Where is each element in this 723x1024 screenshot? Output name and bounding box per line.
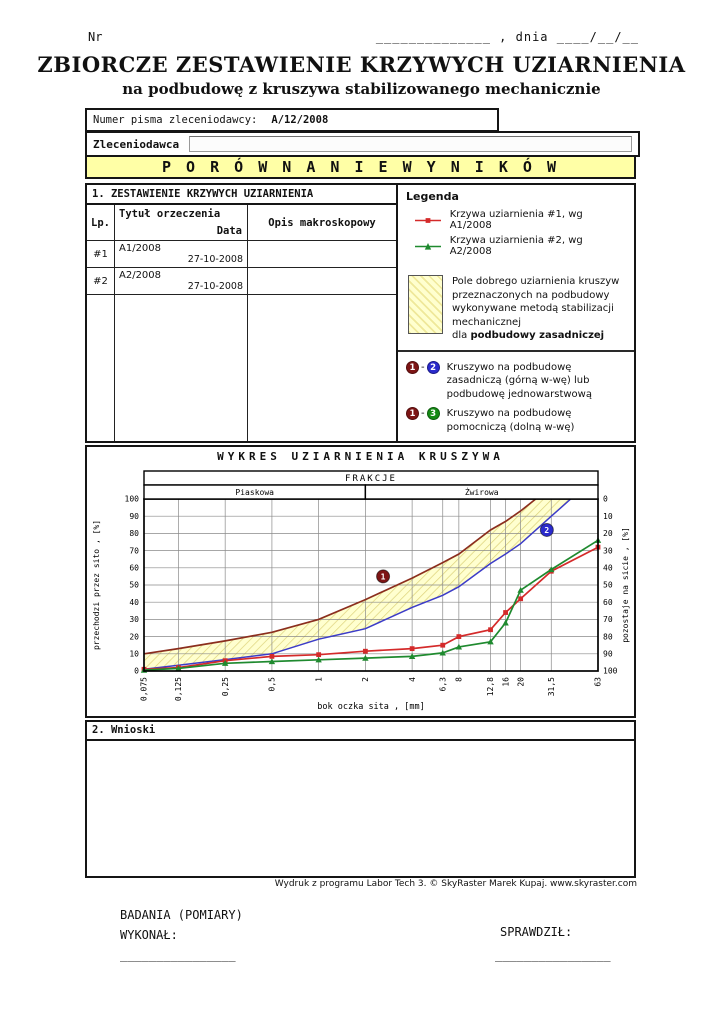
row1-lp: #1 [87, 241, 115, 268]
svg-text:80: 80 [129, 529, 139, 539]
svg-text:0,075: 0,075 [139, 677, 149, 702]
row2-title-cell [115, 268, 248, 295]
badge-1-icon: 1 [406, 407, 419, 420]
hatched-field-swatch [408, 275, 443, 334]
grain-size-chart [87, 463, 634, 713]
svg-text:80: 80 [603, 632, 613, 642]
row2-date: 27-10-2008 [187, 281, 243, 292]
order-number-box [85, 108, 499, 132]
svg-text:6,3: 6,3 [438, 677, 448, 692]
empty-row-title [115, 295, 248, 441]
row1-desc [248, 241, 396, 268]
svg-text:100: 100 [124, 494, 139, 504]
col-header-desc: Opis makroskopowy [248, 205, 396, 241]
svg-text:1: 1 [380, 572, 386, 582]
badge-dash: - [421, 361, 425, 373]
svg-text:60: 60 [129, 563, 139, 573]
svg-text:2: 2 [544, 525, 550, 535]
range-note-1-badges [406, 361, 440, 374]
svg-text:90: 90 [603, 649, 613, 659]
badge-3-icon: 3 [427, 407, 440, 420]
badge-2-icon: 2 [427, 361, 440, 374]
legend-entry-2 [414, 235, 626, 257]
svg-text:90: 90 [129, 511, 139, 521]
row2-desc [248, 268, 396, 295]
performed-by-block [120, 905, 243, 945]
range-note-1 [406, 361, 626, 402]
svg-text:100: 100 [603, 666, 618, 676]
good-grading-text-bold: podbudowy zasadniczej [470, 330, 605, 341]
svg-text:30: 30 [603, 546, 613, 556]
range-note-2-text: Kruszywo na podbudowę pomocniczą (dolną w-wę) [446, 408, 575, 433]
good-grading-text [452, 275, 626, 343]
svg-text:8: 8 [454, 677, 464, 682]
section-conclusions [85, 720, 636, 878]
row2-title: A2/2008 [119, 270, 162, 281]
svg-text:63: 63 [593, 677, 603, 687]
legend-entry-2-label: Krzywa uziarnienia #2, wg A2/2008 [449, 235, 583, 257]
section1-heading: 1. ZESTAWIENIE KRZYWYCH UZIARNIENIA [87, 185, 396, 205]
legend-heading: Legenda [406, 190, 459, 203]
page-title: ZBIORCZE ZESTAWIENIE KRZYWYCH UZIARNIENIA [37, 52, 686, 77]
svg-text:0: 0 [134, 666, 139, 676]
row1-date: 27-10-2008 [187, 254, 243, 265]
row2-lp: #2 [87, 268, 115, 295]
svg-text:20: 20 [129, 632, 139, 642]
svg-text:0,125: 0,125 [174, 677, 184, 702]
row1-title-cell [115, 241, 248, 268]
col-header-title [115, 205, 248, 241]
legend-panel [398, 185, 634, 441]
svg-text:31,5: 31,5 [546, 677, 556, 697]
svg-text:2: 2 [361, 677, 371, 682]
svg-text:0,25: 0,25 [220, 677, 230, 697]
client-box [85, 131, 640, 157]
program-credit: Wydruk z programu Labor Tech 3. © SkyRaster Marek Kupaj. www.skyraster.com [274, 879, 637, 889]
svg-text:FRAKCJE: FRAKCJE [345, 474, 397, 484]
range-note-1-text: Kruszywo na podbudowę zasadniczą (górną w-wę) lub podbudowę jednowarstwową [446, 361, 592, 400]
order-number-label: Numer pisma zleceniodawcy: [93, 114, 258, 126]
series-1-line-icon [414, 216, 442, 225]
svg-text:50: 50 [129, 580, 139, 590]
client-label: Zleceniodawca [93, 137, 180, 151]
curves-grid [87, 205, 396, 441]
comparison-banner: P O R Ó W N A N I E W Y N I K Ó W [85, 155, 636, 179]
nr-label: Nr [88, 30, 103, 44]
good-grading-note [408, 275, 626, 343]
svg-text:40: 40 [129, 597, 139, 607]
good-grading-text-prefix: dla [452, 330, 471, 341]
svg-text:50: 50 [603, 580, 613, 590]
svg-text:1: 1 [314, 677, 324, 682]
checked-by-label: SPRAWDZIŁ: [500, 925, 573, 939]
empty-row-lp [87, 295, 115, 441]
svg-text:Piaskowa: Piaskowa [235, 488, 274, 497]
range-note-2 [406, 407, 626, 434]
conclusions-empty-area [87, 741, 634, 876]
svg-text:0,5: 0,5 [267, 677, 277, 692]
client-input[interactable] [189, 136, 632, 152]
chart-title: WYKRES UZIARNIENIA KRUSZYWA [217, 450, 504, 463]
svg-text:40: 40 [603, 563, 613, 573]
svg-text:20: 20 [516, 677, 526, 687]
grain-size-chart-section [85, 445, 636, 718]
x-axis-labels [140, 677, 603, 701]
y-axis-title-left: przechodzi przez sito , [%] [92, 519, 101, 651]
frakcje-header [144, 471, 598, 499]
performed-by-line1: BADANIA (POMIARY) [120, 908, 243, 922]
svg-text:16: 16 [501, 677, 511, 687]
legend-entry-1-label: Krzywa uziarnienia #1, wg A1/2008 [449, 209, 583, 231]
place-date-line: ______________ , dnia ____/__/__ [375, 30, 639, 44]
svg-text:10: 10 [603, 511, 613, 521]
legend-entry-1 [414, 209, 626, 231]
svg-text:20: 20 [603, 529, 613, 539]
svg-text:4: 4 [407, 677, 417, 682]
svg-text:12,8: 12,8 [486, 677, 496, 697]
curves-table [87, 185, 398, 441]
performed-by-line2: WYKONAŁ: [120, 928, 178, 942]
col-header-title-label: Tytuł orzeczenia [119, 208, 221, 220]
chart-wrap [87, 463, 634, 713]
series-2-line-icon [414, 242, 442, 251]
curve-badge-2 [540, 523, 553, 536]
section-curves-list [85, 183, 636, 443]
empty-row-desc [248, 295, 396, 441]
good-grading-text-main: Pole dobrego uziarnienia kruszyw przeznaczonych na podbudowy wykonywane metodą stabilizacji mechanicznej [452, 276, 620, 328]
col-header-date-label: Data [216, 225, 242, 237]
curve-badge-1 [377, 570, 390, 583]
section2-heading: 2. Wnioski [87, 722, 634, 741]
performed-by-signature-line: ________________ [120, 948, 236, 962]
badge-1-icon: 1 [406, 361, 419, 374]
col-header-lp: Lp. [87, 205, 115, 241]
svg-text:0: 0 [603, 494, 608, 504]
range-note-2-badges [406, 407, 440, 420]
svg-text:10: 10 [129, 649, 139, 659]
y-axis-title-right: pozostaje na sicie , [%] [621, 527, 630, 643]
svg-text:30: 30 [129, 615, 139, 625]
svg-text:70: 70 [603, 615, 613, 625]
page-subtitle: na podbudowę z kruszywa stabilizowanego mechanicznie [122, 80, 601, 98]
svg-text:70: 70 [129, 546, 139, 556]
row1-title: A1/2008 [119, 243, 162, 254]
checked-by-signature-line: ________________ [495, 948, 611, 962]
x-axis-title: bok oczka sita , [mm] [317, 702, 425, 712]
svg-text:Żwirowa: Żwirowa [464, 488, 499, 497]
order-number-value: A/12/2008 [271, 114, 329, 126]
badge-dash: - [421, 408, 425, 419]
legend-divider [398, 350, 634, 352]
svg-text:60: 60 [603, 597, 613, 607]
